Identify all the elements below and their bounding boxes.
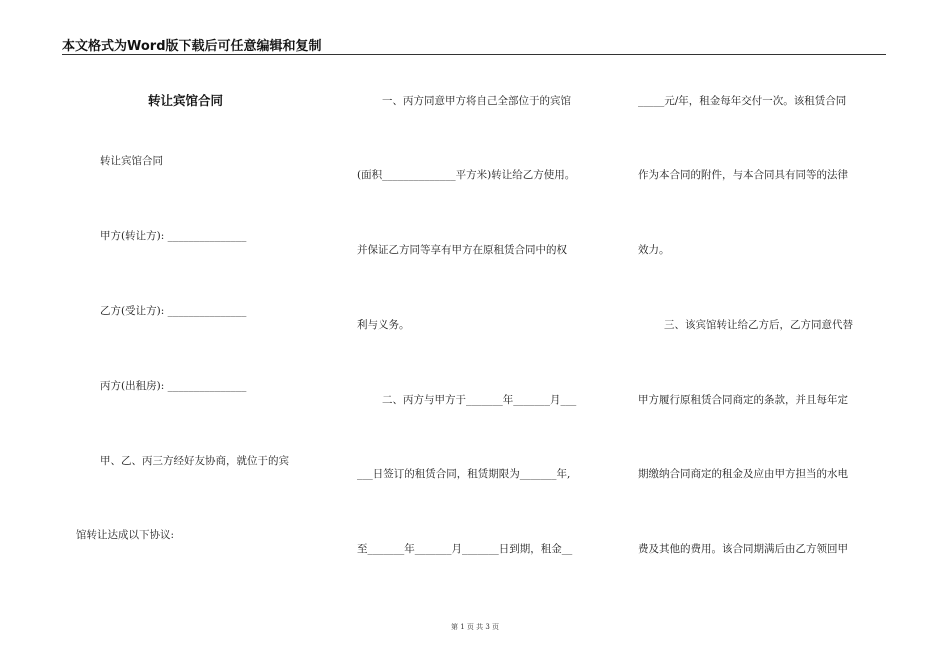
- paragraph-line: (面积______________平方米)转让给乙方使用。: [357, 169, 576, 181]
- party-a-line: 甲方(转让方): _______________: [100, 230, 247, 242]
- paragraph-line: 期缴纳合同商定的租金及应由甲方担当的水电: [638, 468, 848, 480]
- paragraph-line: 甲、乙、丙三方经好友协商，就位于的宾: [100, 455, 289, 467]
- paragraph-line: 作为本合同的附件，与本合同具有同等的法律: [638, 169, 848, 181]
- paragraph-line: 利与义务。: [357, 319, 410, 331]
- paragraph-line: ___日签订的租赁合同，租赁期限为_______年,: [357, 468, 571, 480]
- document-title: 转让宾馆合同: [148, 93, 224, 108]
- paragraph-line: _____元/年，租金每年交付一次。该租赁合同: [638, 95, 847, 107]
- text-column-2: [330, 0, 620, 620]
- header-text: 本文格式为Word版下载后可任意编辑和复制: [62, 39, 322, 54]
- text-column-1: [0, 0, 330, 620]
- paragraph-line: 效力。: [638, 244, 670, 256]
- paragraph-line: 至_______年_______月_______日到期，租金__: [357, 543, 573, 555]
- party-b-line: 乙方(受让方): _______________: [100, 305, 247, 317]
- paragraph-line: 二、丙方与甲方于_______年_______月___: [382, 394, 577, 406]
- paragraph-line: 费及其他的费用。该合同期满后由乙方领回甲: [638, 543, 848, 555]
- paragraph-line: 甲方履行原租赁合同商定的条款，并且每年定: [638, 394, 848, 406]
- party-c-line: 丙方(出租房): _______________: [100, 380, 247, 392]
- text-column-3: [620, 0, 900, 620]
- page-number: 第 1 页 共 3 页: [450, 623, 500, 631]
- paragraph-line: 一、丙方同意甲方将自己全部位于的宾馆: [382, 95, 571, 107]
- paragraph-line: 三、该宾馆转让给乙方后，乙方同意代替: [664, 319, 853, 331]
- paragraph-line: 并保证乙方同等享有甲方在原租赁合同中的权: [357, 244, 567, 256]
- paragraph-line: 馆转让达成以下协议:: [76, 529, 175, 541]
- paragraph-line: 转让宾馆合同: [100, 155, 163, 167]
